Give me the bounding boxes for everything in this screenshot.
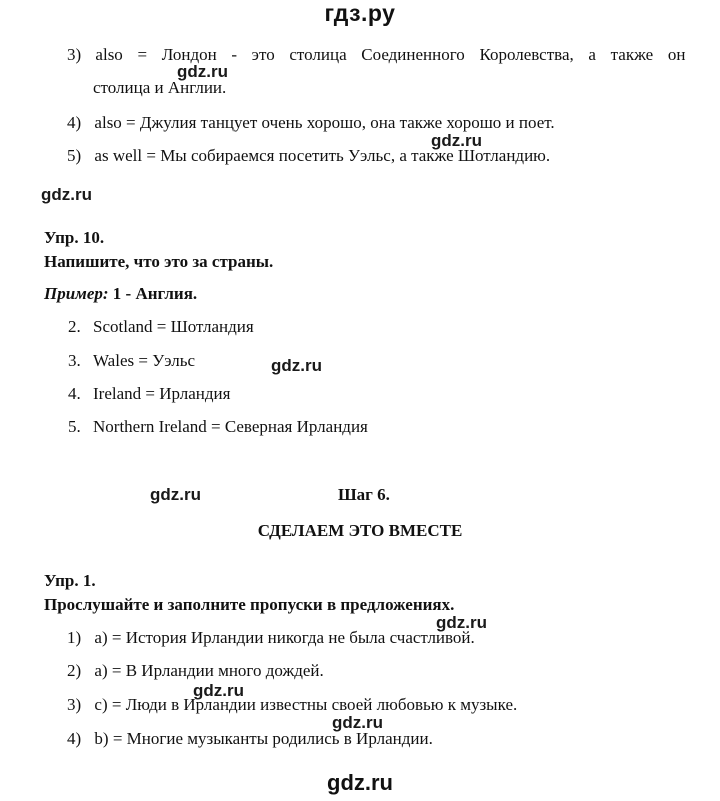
footer-watermark: gdz.ru [327,770,393,795]
exercise-task: Напишите, что это за страны. [44,252,274,271]
item-number: 2. [68,317,81,336]
watermark: gdz.ru [431,131,482,150]
list-item [68,383,230,405]
step-subtitle: СДЕЛАЕМ ЭТО ВМЕСТЕ [257,521,463,540]
exercise-title: Упр. 1. [44,571,96,590]
item-text: b) = Многие музыканты родились в Ирландии. [94,729,433,748]
list-item [68,350,195,372]
item-text-continuation: столица и Англии. [93,78,227,97]
watermark: gdz.ru [150,485,201,504]
step-title: Шаг 6. [338,485,390,504]
exercise-title: Упр. 10. [44,228,105,247]
item-number: 5) [67,146,82,165]
item-text: Ireland = Ирландия [93,384,231,403]
watermark: gdz.ru [271,356,322,375]
example-text: 1 - Англия. [112,284,198,303]
watermark: gdz.ru [177,62,228,81]
list-item [68,416,368,438]
item-text: Scotland = Шотландия [93,317,254,336]
watermark: gdz.ru [436,613,487,632]
item-number: 2) [67,661,82,680]
example-label: Пример: [44,284,109,303]
item-number: 4) [67,729,82,748]
watermark: gdz.ru [193,681,244,700]
list-item [67,44,685,66]
item-number: 5. [68,417,81,436]
item-text: Wales = Уэльс [93,351,196,370]
item-text: also = Джулия танцует очень хорошо, она также хорошо и поет. [94,113,555,132]
exercise-task: Прослушайте и заполните пропуски в предложениях. [44,595,455,614]
item-number: 4) [67,113,82,132]
example-line [44,283,197,305]
item-text: a) = В Ирландии много дождей. [94,661,324,680]
item-text: also = Лондон - это столица Соединенного Королевства, а также он [95,45,686,64]
site-header-watermark: гдз.ру [324,0,396,26]
item-number: 1) [67,628,82,647]
item-number: 4. [68,384,81,403]
watermark: gdz.ru [41,185,92,204]
watermark: gdz.ru [332,713,383,732]
item-text: as well = Мы собираемся посетить Уэльс, а также Шотландию. [94,146,551,165]
item-number: 3) [67,45,82,64]
item-text: c) = Люди в Ирландии известны своей любовью к музыке. [94,695,518,714]
list-item [67,694,517,716]
list-item [67,627,475,649]
list-item [67,660,324,682]
item-number: 3. [68,351,81,370]
item-number: 3) [67,695,82,714]
list-item [68,316,254,338]
item-text: a) = История Ирландии никогда не была счастливой. [94,628,475,647]
item-text: Northern Ireland = Северная Ирландия [93,417,368,436]
